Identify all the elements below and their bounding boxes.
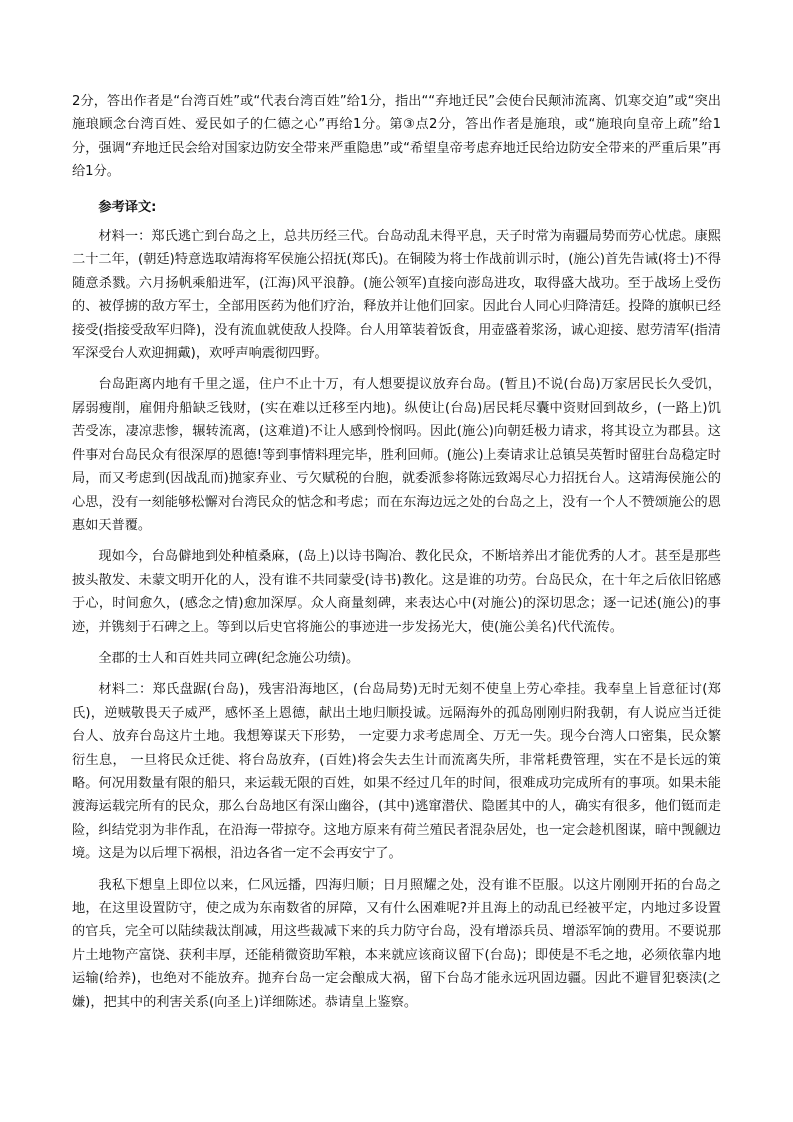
material-one-paragraph-1: 材料一：郑氏逃亡到台岛之上，总共历经三代。台岛动乱未得平息，天子时常为南疆局势而劳心忧虑。康熙二十二年，(朝廷)特意选取靖海将军侯施公招抚(郑氏)。在铜陵为将士作战前训示时，(施公)首先告诫(将士)不得随意杀戮。六月扬帆乘船进军，(江海)风平浪静。(施公领军)直接向澎岛进攻，取得盛大战功。至于战场上受伤的、被俘掳的敌方军士，全部用医药为他们疗治，释放并让他们回家。因此台人同心归降清廷。投降的旗帜已经接受(指接受敌军归降)，没有流血就使敌人投降。台人用箪装着饭食，用壶盛着浆汤，诚心迎接、慰劳清军(指清军深受台人欢迎拥戴)，欢呼声响震彻四野。 [72, 229, 721, 362]
document-body [72, 90, 721, 1014]
material-two-paragraph-2: 我私下想皇上即位以来，仁风远播，四海归顺；日月照耀之处，没有谁不臣服。以这片刚刚开拓的台岛之地，在这里设置防守，使之成为东南数省的屏障，又有什么困难呢?并且海上的动乱已经被平定，内地过多设置的官兵，完全可以陆续裁汰削减，用这些裁减下来的兵力防守台岛，没有增添兵员、增添军饷的费用。不要说那片土地物产富饶、获利丰厚，还能稍微资助军粮，本来就应该商议留下(台岛)；即使是不毛之地，必须依靠内地运输(给养)，也绝对不能放弃。抛弃台岛一定会酿成大祸，留下台岛才能永远巩固边疆。因此不避冒犯亵渎(之嫌)，把其中的利害关系(向圣上)详细陈述。恭请皇上鉴察。 [72, 877, 721, 1010]
material-two-paragraph-1: 材料二：郑氏盘踞(台岛)，残害沿海地区，(台岛局势)无时无刻不使皇上劳心牵挂。我奉皇上旨意征讨(郑氏)，逆贼敬畏天子威严，感怀圣上恩德，献出土地归顺投诚。远隔海外的孤岛刚刚归附我朝，有人说应当迁徙台人、放弃台岛这片土地。我想筹谋天下形势， 一定要力求考虑周全、万无一失。现今台湾人口密集，民众繁衍生息， 一旦将民众迁徙、将台岛放弃，(百姓)将会失去生计而流离失所，非常耗费管理，实在不是长远的策略。何况用数量有限的船只，来运载无限的百姓，如果不经过几年的时间，很难成功完成所有的事项。如果未能渡海运载完所有的民众，那么台岛地区有深山幽谷，(其中)逃窜潜伏、隐匿其中的人，确实有很多，他们铤而走险，纠结党羽为非作乱，在沿海一带掠夺。这地方原来有荷兰殖民者混杂居处，也一定会趁机图谋，暗中觊觎边境。这是为以后埋下祸根，沿边各省一定不会再安宁了。 [72, 682, 721, 862]
material-one-closing-line: 全郡的士人和百姓共同立碑(纪念施公功绩)。 [98, 650, 360, 666]
material-one-paragraph-3: 现如今，台岛僻地到处种植桑麻，(岛上)以诗书陶冶、教化民众，不断培养出才能优秀的人才。甚至是那些披头散发、未蒙文明开化的人，没有谁不共同蒙受(诗书)教化。这是谁的功劳。台岛民众，在十年之后依旧铭感于心，时间愈久，(感念之情)愈加深厚。众人商量刻碑，来表达心中(对施公)的深切思念；逐一记述(施公)的事迹，并镌刻于石碑之上。等到以后史官将施公的事迹进一步发扬光大，使(施公美名)代代流传。 [72, 549, 721, 635]
reference-translation-heading: 参考译文: [98, 199, 157, 215]
material-one-paragraph-2: 台岛距离内地有千里之遥，住户不止十万，有人想要提议放弃台岛。(暂且)不说(台岛)万家居民长久受饥，孱弱瘦削，雇佣舟船缺乏钱财，(实在难以迁移至内地)。纵使让(台岛)居民耗尽囊中资财回到故乡，(一路上)饥苦受冻，凄凉悲惨，辗转流离，(这难道)不让人感到怜悯吗。因此(施公)向朝廷极力请求，将其设立为郡县。这件事对台岛民众有很深厚的恩德!等到事情料理完毕，胜利回师。(施公)上奏请求让总镇吴英暂时留驻台岛稳定时局，而又考虑到(因战乱而)抛家弃业、亏欠赋税的台胞，就委派参将陈远致竭尽心力招抚台人。这靖海侯施公的心思，没有一刻能够松懈对台湾民众的惦念和考虑；而在东海边远之处的台岛之上，没有一个人不赞颂施公的恩惠如天普覆。 [72, 377, 721, 533]
scoring-note-paragraph: 2分，答出作者是“台湾百姓”或“代表台湾百姓”给1分，指出““弃地迁民”会使台民颠沛流离、饥寒交迫”或“突出施琅顾念台湾百姓、爱民如子的仁德之心”再给1分。第③点2分，答出作者是施琅，或“施琅向皇帝上疏”给1分，强调“弃地迁民会给对国家边防安全带来严重隐患”或“希望皇帝考虑弃地迁民给边防安全带来的严重后果”再给1分。 [72, 94, 721, 180]
